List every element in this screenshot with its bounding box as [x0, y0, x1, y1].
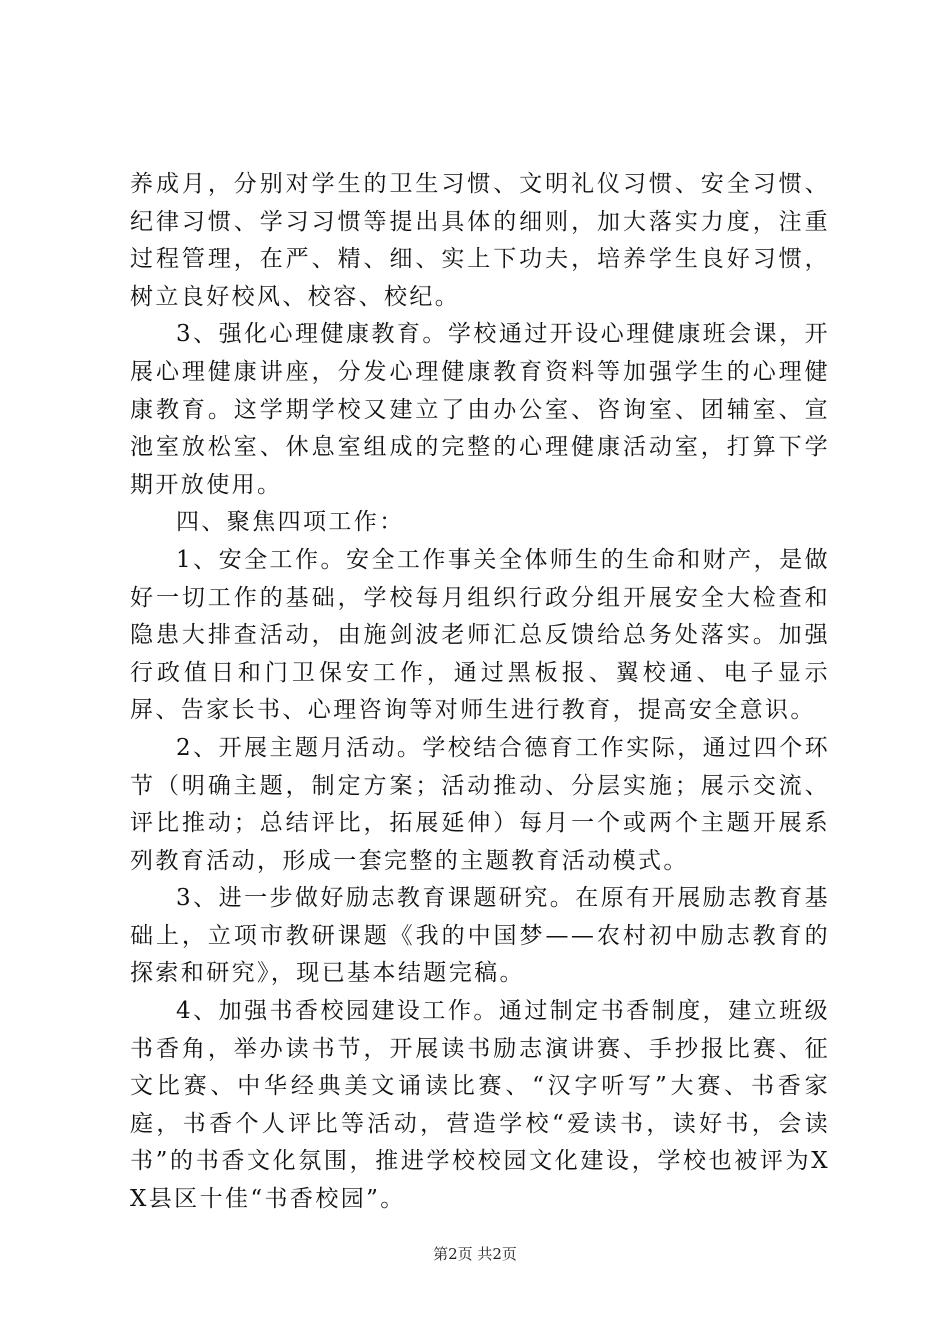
paragraph-safety-work: 1、安全工作。安全工作事关全体师生的生命和财产，是做好一切工作的基础，学校每月组织行政分组开展安全大检查和隐患大排查活动，由施剑波老师汇总反馈给总务处落实。加强行政值日和门卫保安工作，通过黑板报、翼校通、电子显示屏、告家长书、心理咨询等对师生进行教育，提高安全意识。 [130, 546, 830, 724]
paragraph-habits-continuation: 养成月，分别对学生的卫生习惯、文明礼仪习惯、安全习惯、纪律习惯、学习习惯等提出具体的细则，加大落实力度，注重过程管理，在严、精、细、实上下功夫，培养学生良好习惯，树立良好校风、校容、校纪。 [130, 171, 830, 310]
paragraph-research-topic: 3、进一步做好励志教育课题研究。在原有开展励志教育基础上，立项市教研课题《我的中国梦——农村初中励志教育的探索和研究》，现已基本结题完稿。 [130, 885, 830, 987]
document-body [130, 166, 830, 1219]
paragraph-reading-campus: 4、加强书香校园建设工作。通过制定书香制度，建立班级书香角，举办读书节，开展读书励志演讲赛、手抄报比赛、征文比赛、中华经典美文诵读比赛、“汉字听写”大赛、书香家庭，书香个人评比等活动，营造学校“爱读书，读好书，会读书”的书香文化氛围，推进学校校园文化建设，学校也被评为XX县区十佳“书香校园”。 [130, 998, 830, 1213]
paragraph-theme-month: 2、开展主题月活动。学校结合德育工作实际，通过四个环节（明确主题，制定方案；活动推动、分层实施；展示交流、评比推动；总结评比，拓展延伸）每月一个或两个主题开展系列教育活动，形成一套完整的主题教育活动模式。 [130, 734, 830, 874]
page-footer: 第2页 共2页 [433, 1245, 517, 1263]
paragraph-mental-health: 3、强化心理健康教育。学校通过开设心理健康班会课，开展心理健康讲座，分发心理健康教育资料等加强学生的心理健康教育。这学期学校又建立了由办公室、咨询室、团辅室、宣池室放松室、休息室组成的完整的心理健康活动室，打算下学期开放使用。 [130, 321, 830, 498]
section-heading-four-tasks: 四、聚焦四项工作： [176, 509, 405, 536]
